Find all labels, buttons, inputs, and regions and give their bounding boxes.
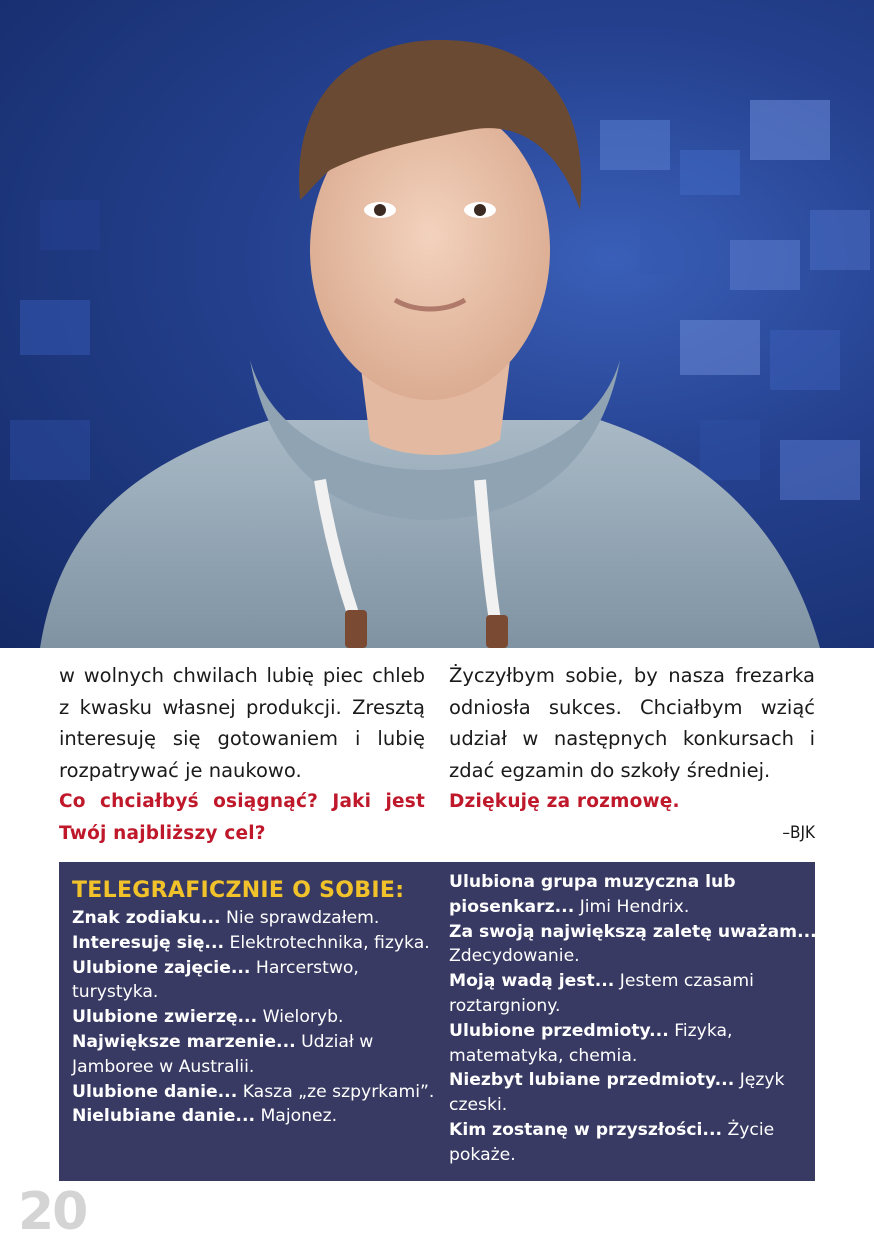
fact-label: Ulubiona grupa muzyczna lub piosenkarz... <box>449 872 736 917</box>
fact-label: Nielubiane danie... <box>72 1106 256 1127</box>
article-left-column <box>59 660 425 849</box>
fact-box-title: TELEGRAFICZNIE O SOBIE: <box>72 878 405 903</box>
fact-label: Niezbyt lubiane przedmioty... <box>449 1070 735 1091</box>
fact-value: Życie pokaże. <box>449 1119 775 1165</box>
fact-value: Fizyka, matematyka, chemia. <box>449 1020 733 1066</box>
fact-label: Interesuję się... <box>72 932 225 953</box>
fact-row <box>72 906 442 931</box>
fact-row <box>72 1104 442 1129</box>
author-signature: –BJK <box>782 822 815 843</box>
fact-value: Zdecydowanie. <box>449 946 580 967</box>
fact-value: Udział w Jamboree w Australii. <box>72 1031 374 1077</box>
fact-label: Za swoją największą zaletę uważam... <box>449 921 817 942</box>
fact-value: Język czeski. <box>449 1070 785 1116</box>
fact-value: Jestem czasami roztargniony. <box>449 971 754 1016</box>
fact-value: Nie sprawdzałem. <box>220 908 380 928</box>
fact-row <box>449 969 819 1019</box>
fact-value: Harcerstwo, turystyka. <box>72 957 359 1003</box>
fact-row <box>449 920 819 970</box>
article-paragraph: Życzyłbym sobie, by nasza frezarka odniosła sukces. Chciałbym wziąć udział w następnych konkursach i zdać egzamin do szkoły średniej. <box>449 664 815 782</box>
fact-label: Największe marzenie... <box>72 1031 296 1052</box>
fact-row <box>72 1080 442 1105</box>
interview-question: Co chciałbyś osiągnąć? Jaki jest Twój najbliższy cel? <box>59 791 425 844</box>
fact-box-left <box>72 876 442 1129</box>
fact-row <box>449 870 819 920</box>
article-paragraph: w wolnych chwilach lubię piec chleb z kwasku własnej produkcji. Zresztą interesuję się gotowaniem i lubię rozpatrywać je naukowo. <box>59 664 425 782</box>
fact-label: Ulubione zwierzę... <box>72 1007 258 1028</box>
fact-label: Kim zostanę w przyszłości... <box>449 1119 723 1140</box>
fact-row <box>72 1030 442 1080</box>
fact-box-right <box>449 870 819 1168</box>
fact-row <box>72 1005 442 1030</box>
fact-value: Elektrotechnika, fizyka. <box>224 932 430 953</box>
fact-label: Moją wadą jest... <box>449 971 615 992</box>
fact-row <box>449 1019 819 1069</box>
fact-row <box>449 1068 819 1118</box>
fact-label: Ulubione zajęcie... <box>72 957 251 978</box>
article-right-column <box>449 660 815 849</box>
fact-label: Ulubione przedmioty... <box>449 1020 669 1041</box>
fact-value: Kasza „ze szpyrkami”. <box>237 1081 435 1102</box>
fact-value: Jimi Hendrix. <box>574 896 690 917</box>
fact-box <box>59 862 815 1181</box>
fact-value: Majonez. <box>255 1106 338 1127</box>
fact-label: Znak zodiaku... <box>72 908 221 928</box>
closing-line: Dziękuję za rozmowę. <box>449 791 680 812</box>
fact-value: Wieloryb. <box>257 1007 344 1028</box>
fact-row <box>449 1118 819 1168</box>
fact-label: Ulubione danie... <box>72 1081 238 1102</box>
page-number: 20 <box>18 1182 87 1240</box>
fact-row <box>72 956 442 1006</box>
fact-row <box>72 931 442 956</box>
